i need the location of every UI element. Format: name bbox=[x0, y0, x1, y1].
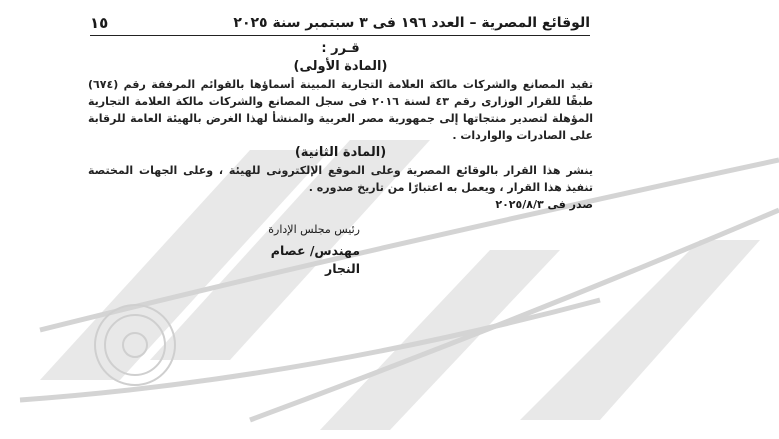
signature-block bbox=[240, 222, 360, 278]
issue-date: صدر فى ٢٠٢٥/٨/٣ bbox=[495, 198, 593, 211]
page-number: ١٥ bbox=[90, 14, 109, 32]
signatory-name: مهندس/ عصام النجار bbox=[270, 243, 360, 276]
article-1-text: تقيد المصانع والشركات مالكة العلامة التجارية المبينة أسماؤها بالقوائم المرفقة رقم (٦٧٤) طبقًا للقرار الوزارى رقم ٤٣ لسنة ٢٠١٦ فى سجل المصانع والشركات مالكة العلامة التجارية المؤهلة لتصدير منتجاتها إلى جمهورية مصر العربية والمنشأ لهذا الغرض بالهيئة العامة للرقابة على الصادرات والواردات . bbox=[88, 78, 593, 142]
article-2-title: (المادة الثانية) bbox=[294, 145, 387, 160]
article-2-text: ينشر هذا القرار بالوقائع المصرية وعلى الموقع الإلكترونى للهيئة ، وعلى الجهات المختصة تنفيذ هذا القرار ، ويعمل به اعتبارًا من تاريخ صدوره . bbox=[88, 164, 593, 194]
decision-body bbox=[88, 40, 593, 213]
header-divider bbox=[90, 35, 590, 36]
article-1-title: (المادة الأولى) bbox=[293, 59, 388, 74]
decision-heading: قـرر : bbox=[321, 41, 360, 56]
header-title: الوقائع المصرية – العدد ١٩٦ فى ٣ سبتمبر سنة ٢٠٢٥ bbox=[233, 15, 590, 31]
signatory-title: رئيس مجلس الإدارة bbox=[268, 223, 360, 236]
page-header bbox=[90, 12, 590, 34]
